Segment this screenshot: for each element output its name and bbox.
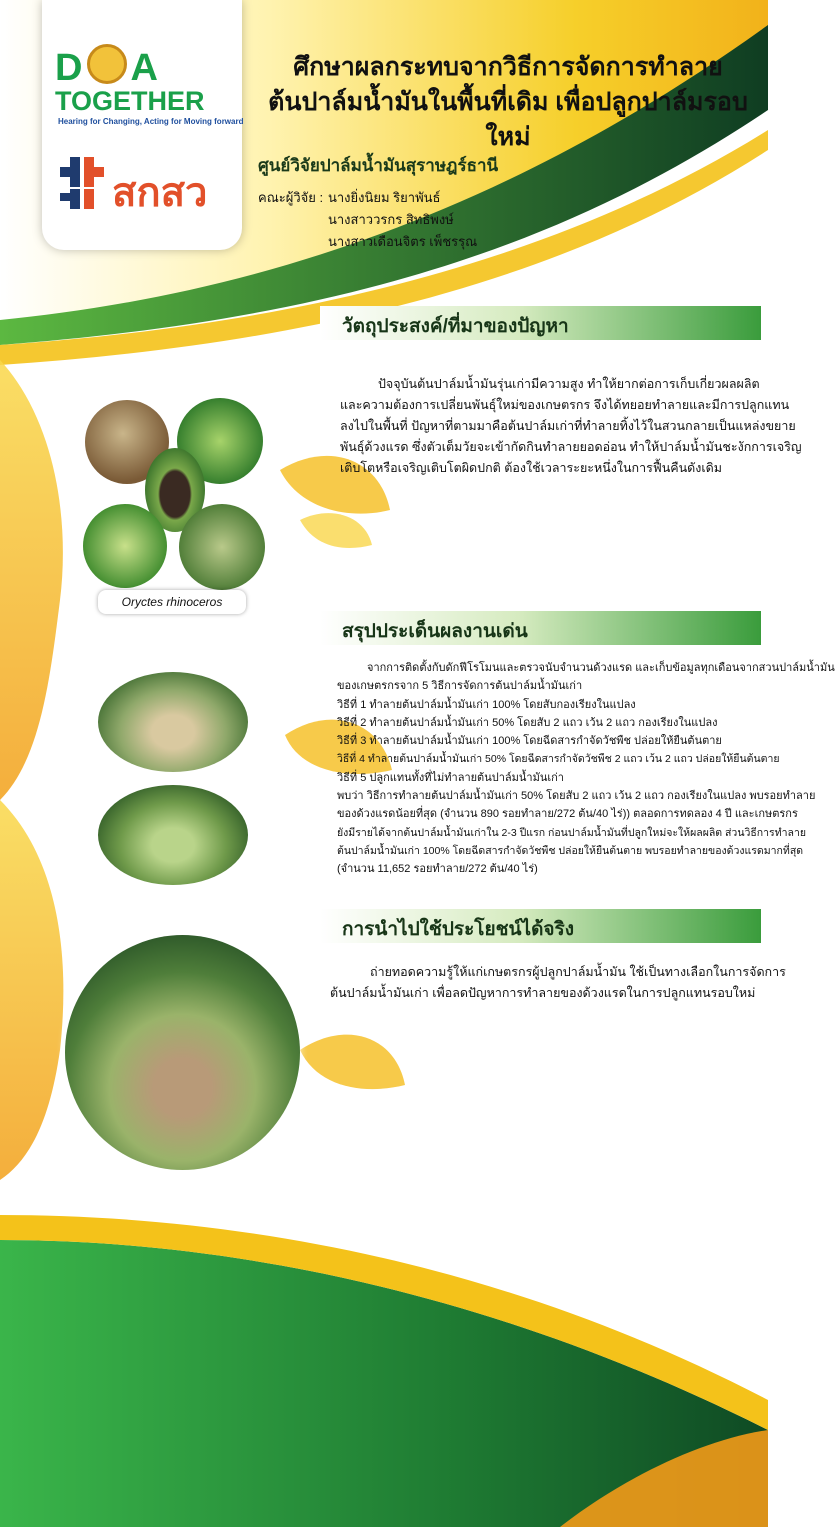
summary-heading: สรุปประเด็นผลงานเด่น (342, 621, 528, 642)
summary-line: ยังมีรายได้จากต้นปาล์มน้ำมันเก่าใน 2-3 ปีแรก ก่อนปาล์มน้ำมันที่ปลูกใหม่จะให้ผลผลิต ส่วนวิธีการทำลาย (337, 826, 806, 839)
method-1: วิธีที่ 1 ทำลายต้นปาล์มน้ำมันเก่า 100% โดยสับกองเรียงในแปลง (337, 698, 636, 711)
objective-line: และความต้องการเปลี่ยนพันธุ์ใหม่ของเกษตรกร จึงได้ทยอยทำลายและมีการปลูกแทน (340, 398, 790, 412)
plantation-photo-1 (98, 672, 248, 772)
summary-line: ของเกษตรกรจาก 5 วิธีการจัดการต้นปาล์มน้ำมันเก่า (337, 680, 583, 693)
objective-line: เติบโตหรือเจริญเติบโตผิดปกติ ต้องใช้เวลาระยะหนึ่งในการฟื้นคืนดังเดิม (340, 461, 723, 475)
method-4: วิธีที่ 4 ทำลายต้นปาล์มน้ำมันเก่า 50% โดยฉีดสารกำจัดวัชพืช 2 แถว เว้น 2 แถว ปล่อยให้ยืนต้นตาย (337, 753, 780, 766)
doa-letter-a: A (130, 47, 160, 89)
usage-text (330, 962, 786, 1004)
usage-heading-bar (320, 909, 761, 943)
objective-text (340, 374, 802, 479)
together-text: TOGETHER (55, 86, 205, 116)
summary-heading-bar (320, 611, 761, 645)
poster-title (258, 50, 758, 155)
objective-line: พันธุ์ด้วงแรด ซึ่งตัวเต็มวัยจะเข้ากัดกินทำลายยอดอ่อน ทำให้ปาล์มน้ำมันชะงักการเจริญ (340, 440, 802, 454)
team-member: นางยิ่งนิยม ริยาพันธ์ (328, 190, 441, 205)
logo-tagline: Hearing for Changing, Acting for Moving forward (58, 117, 244, 126)
photo-fallen-trunk (179, 504, 265, 590)
method-5: วิธีที่ 5 ปลูกแทนทั้งที่ไม่ทำลายต้นปาล์มน้ำมันเก่า (337, 771, 564, 784)
objective-heading: วัตถุประสงค์/ที่มาของปัญหา (342, 316, 569, 337)
usage-line: ถ่ายทอดความรู้ให้แก่เกษตรกรผู้ปลูกปาล์มน้ำมัน ใช้เป็นทางเลือกในการจัดการ (370, 965, 786, 979)
usage-line: ต้นปาล์มน้ำมันเก่า เพื่อลดปัญหาการทำลายของด้วงแรดในการปลูกแทนรอบใหม่ (330, 986, 756, 1000)
objective-line: ลงไปในพื้นที่ ปัญหาที่ตามมาคือต้นปาล์มเก่าที่ทำลายทิ้งไว้ในสวนกลายเป็นแหล่งขยาย (340, 419, 796, 433)
beetle-caption: Oryctes rhinoceros (98, 590, 246, 614)
summary-line: พบว่า วิธีการทำลายต้นปาล์มน้ำมันเก่า 50% โดยสับ 2 แถว เว้น 2 แถว กองเรียงในแปลง พบรอยทำลาย (337, 790, 816, 803)
research-team (258, 187, 477, 253)
photo-young-palm (83, 504, 167, 588)
summary-line: ของด้วงแรดน้อยที่สุด (จำนวน 890 รอยทำลาย/272 ต้น/40 ไร่)) ตลอดการทดลอง 4 ปี และเกษตรกร (337, 808, 798, 821)
method-3: วิธีที่ 3 ทำลายต้นปาล์มน้ำมันเก่า 100% โดยฉีดสารกำจัดวัชพืช ปล่อยให้ยืนต้นตาย (337, 735, 722, 748)
doa-seal-icon (87, 44, 127, 84)
team-member: นางสาวเดือนจิตร เพ็ชรรุณ (328, 234, 478, 249)
method-2: วิธีที่ 2 ทำลายต้นปาล์มน้ำมันเก่า 50% โดยสับ 2 แถว เว้น 2 แถว กองเรียงในแปลง (337, 716, 718, 729)
team-member: นางสาววรกร สิทธิพงษ์ (328, 212, 454, 227)
title-line-2: ต้นปาล์มน้ำมันในพื้นที่เดิม เพื่อปลูกปาล์มรอบใหม่ (268, 88, 748, 151)
objective-line: ปัจจุบันต้นปาล์มน้ำมันรุ่นเก่ามีความสูง ทำให้ยากต่อการเก็บเกี่ยวผลผลิต (378, 377, 760, 391)
tsri-logo-icon (58, 155, 108, 211)
summary-line: ต้นปาล์มน้ำมันเก่า 100% โดยฉีดสารกำจัดวัชพืช ปล่อยให้ยืนต้นตาย พบรอยทำลายของด้วงแรดมากที่สุด (337, 844, 804, 857)
tsri-logo-text: สกสว (112, 171, 208, 215)
beetle-photo-collage (75, 392, 275, 592)
plantation-photo-3 (65, 935, 300, 1170)
research-center: ศูนย์วิจัยปาล์มน้ำมันสุราษฎร์ธานี (258, 156, 499, 175)
doa-letter-d: D (55, 47, 85, 89)
team-label: คณะผู้วิจัย : (258, 190, 324, 205)
doa-logo (55, 44, 160, 90)
summary-line: จากการติดตั้งกับดักฟีโรโมนและตรวจนับจำนวนด้วงแรด และเก็บข้อมูลทุกเดือนจากสวนปาล์มน้ำมัน (367, 662, 835, 674)
usage-heading: การนำไปใช้ประโยชน์ได้จริง (342, 919, 575, 940)
objective-heading-bar (320, 306, 761, 340)
plantation-photo-2 (98, 785, 248, 885)
title-line-1: ศึกษาผลกระทบจากวิธีการจัดการทำลาย (293, 53, 723, 81)
summary-text (337, 659, 835, 879)
summary-line: (จำนวน 11,652 รอยทำลาย/272 ต้น/40 ไร่) (337, 863, 538, 876)
